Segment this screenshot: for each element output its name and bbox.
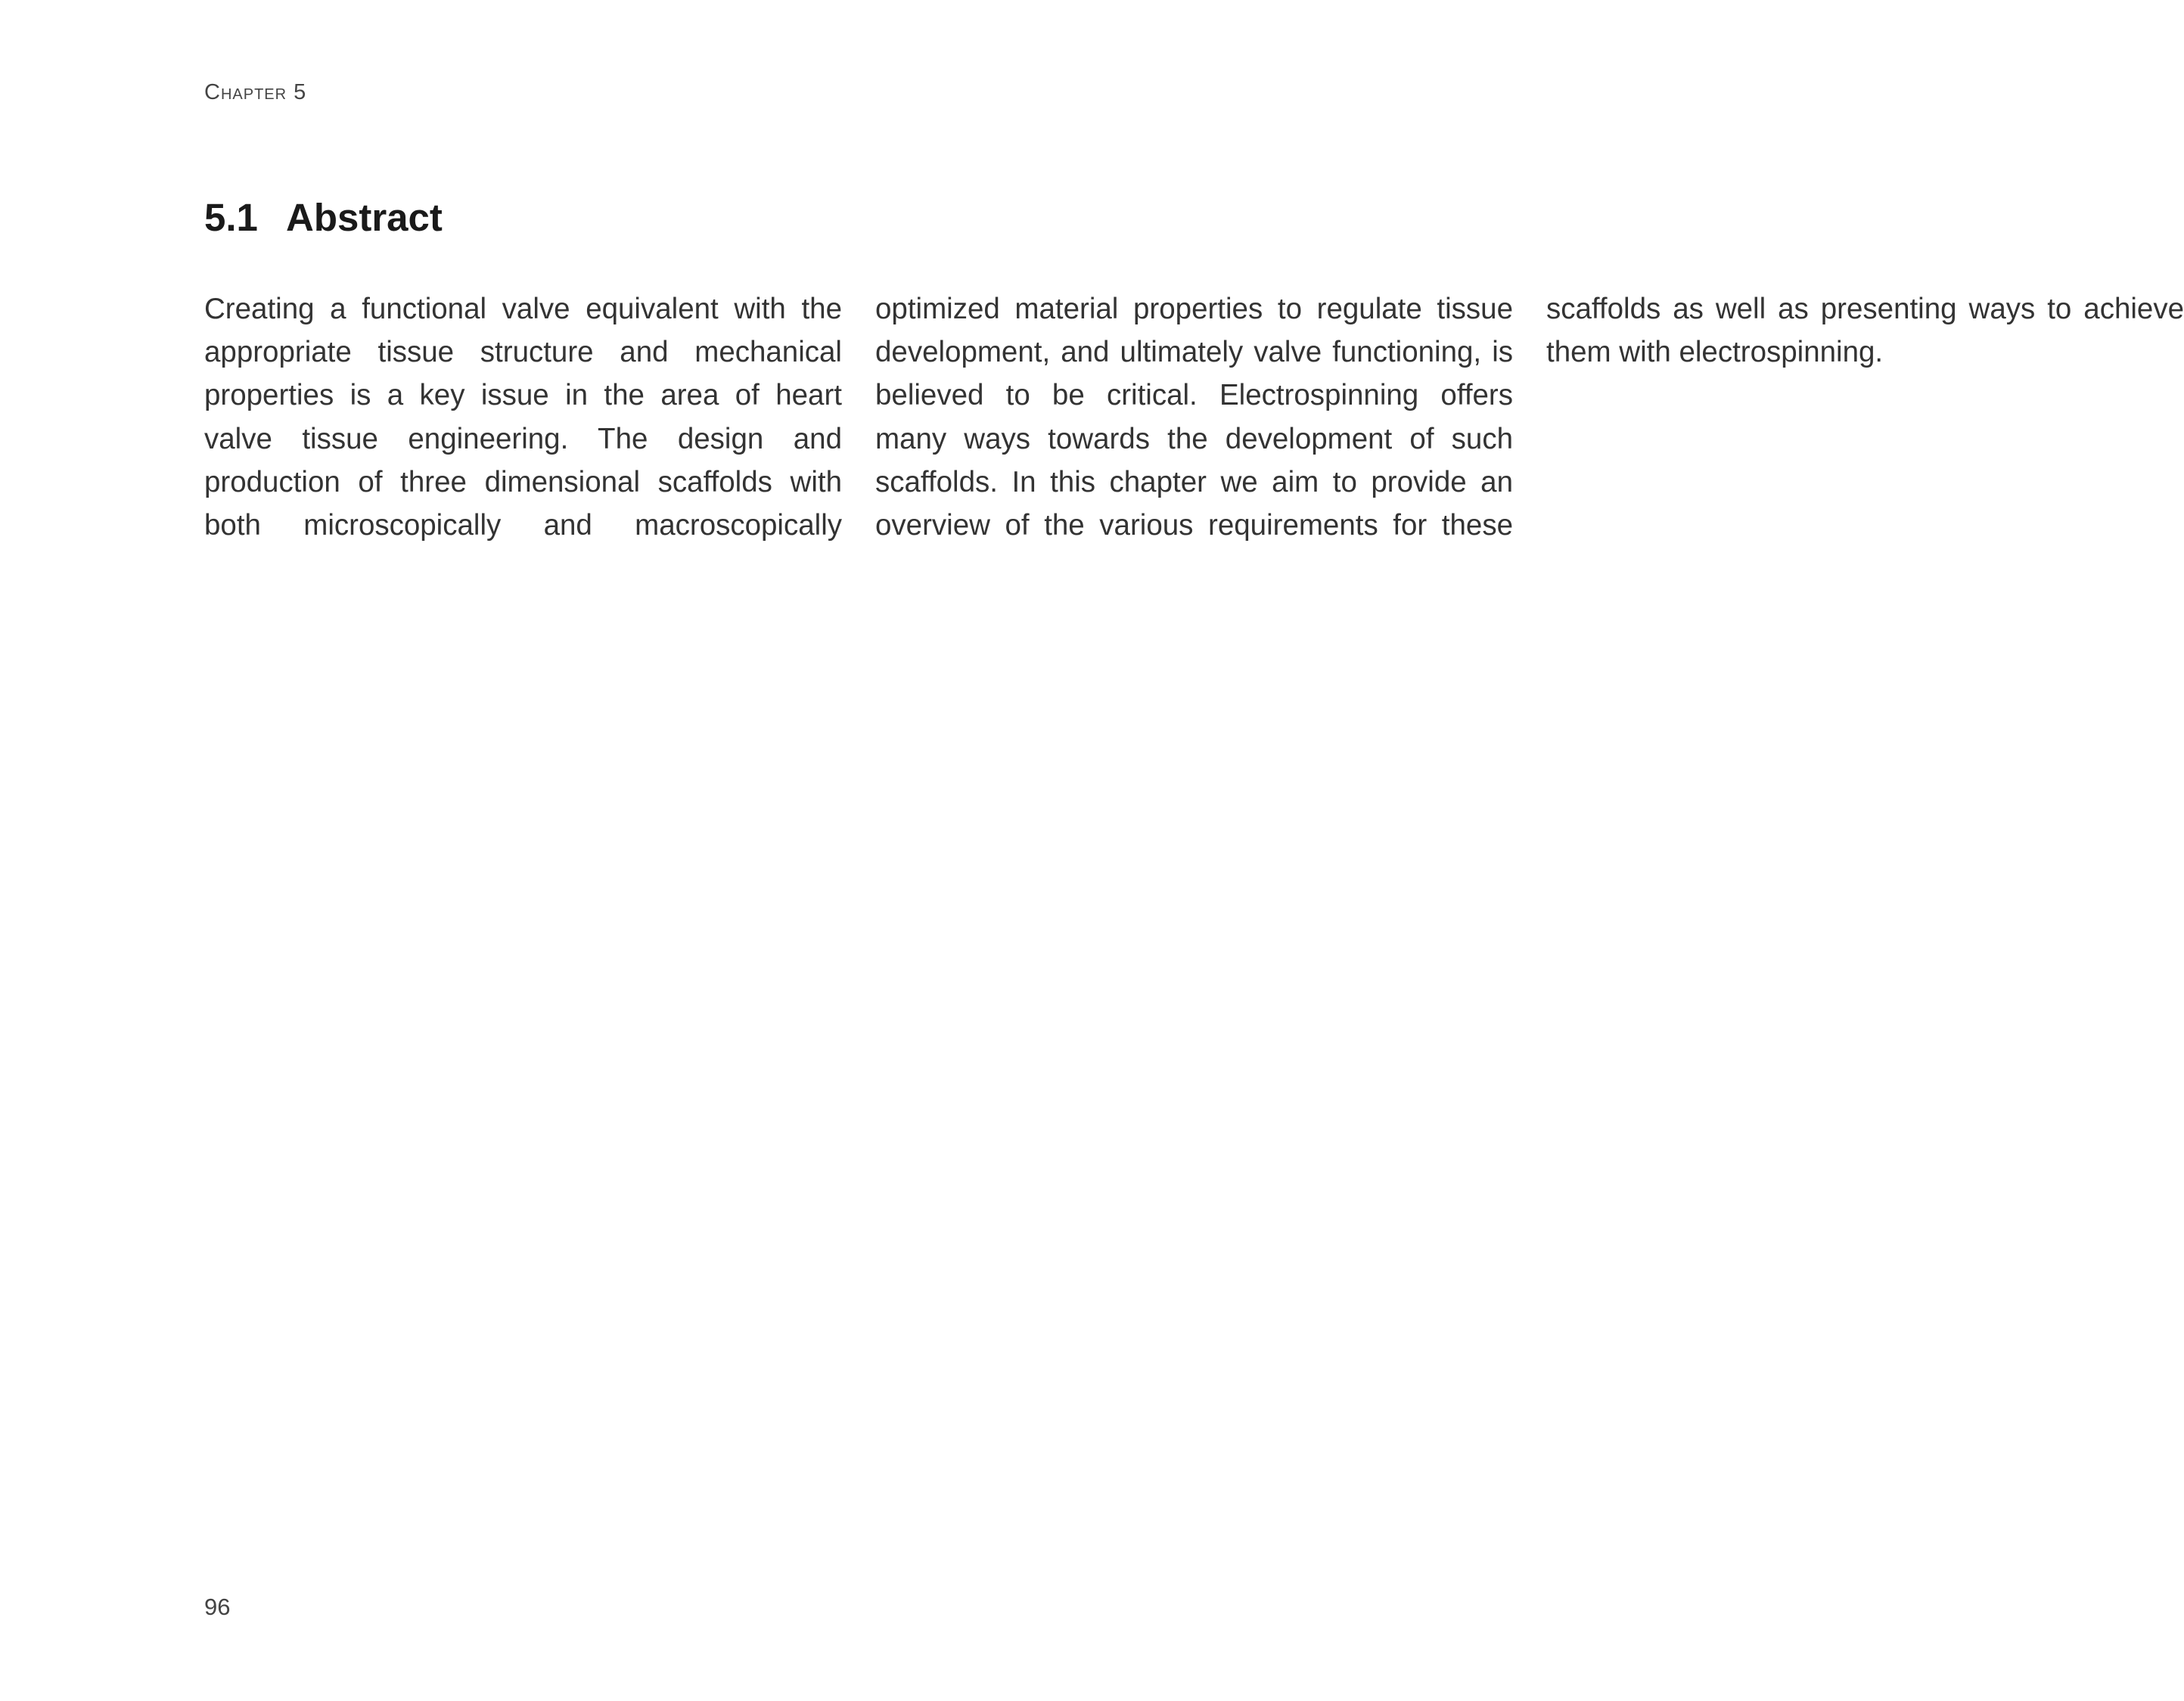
abstract-body — [204, 287, 2184, 590]
section-number: 5.1 — [204, 196, 258, 239]
section-title: Abstract — [286, 196, 443, 239]
running-header: Chapter 5 — [204, 80, 307, 104]
abstract-paragraph: Creating a functional valve equivalent with the appropriate tissue structure and mechanical properties is a key issue in the area of heart valve tissue engineering. The design and production of three dimensional scaffolds with both microscopically and macroscopically optimized material properties to regulate tissue development, and ultimately valve functioning, is believed to be critical. Electrospinning offers many ways towards the development of such scaffolds. In this chapter we aim to provide an overview of the various requirements for these scaffolds as well as presenting ways to achieve them with electrospinning. — [204, 293, 2184, 542]
page-number: 96 — [204, 1594, 231, 1620]
section-heading — [204, 195, 443, 240]
